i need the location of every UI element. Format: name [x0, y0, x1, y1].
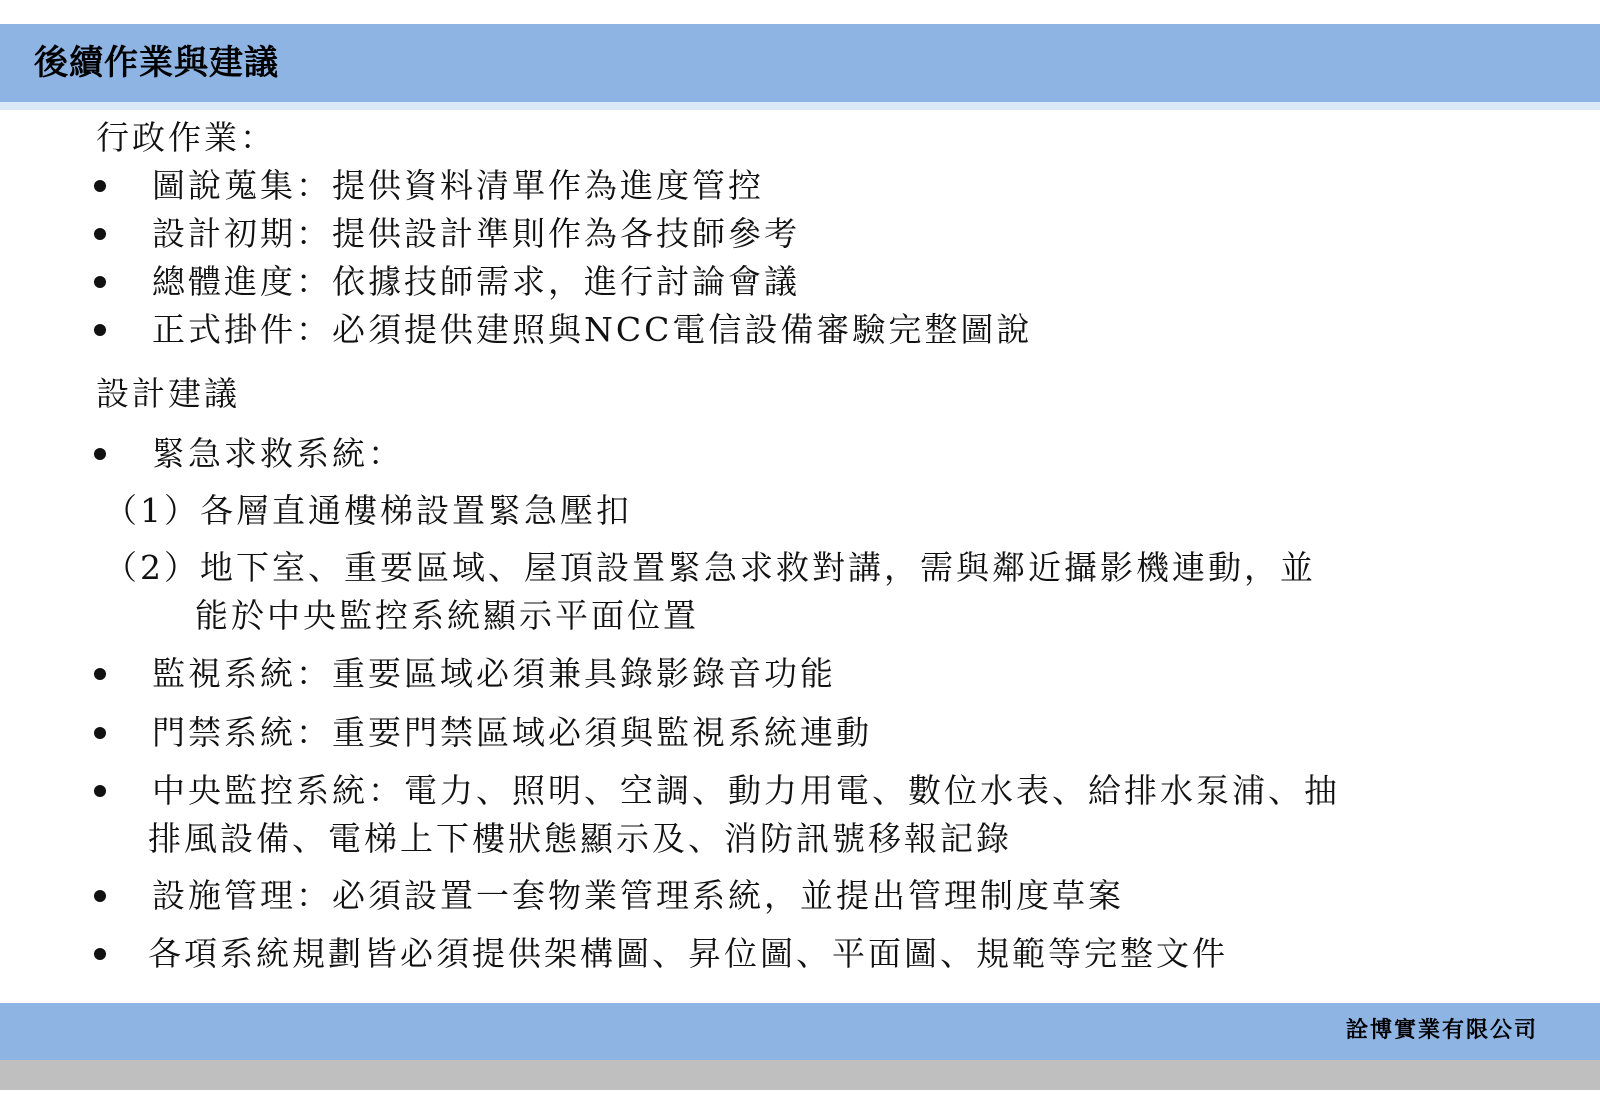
- bullet-icon: [94, 668, 106, 680]
- emergency-sub-item-1: （1）各層直通樓梯設置緊急壓扣: [104, 491, 632, 530]
- design-item-central-monitoring-continued: 排風設備、電梯上下樓狀態顯示及、消防訊號移報記錄: [148, 819, 1012, 858]
- admin-heading: 行政作業：: [96, 118, 276, 157]
- bullet-icon: [94, 890, 106, 902]
- admin-item-drawings: 圖說蒐集：提供資料清單作為進度管控: [152, 166, 764, 205]
- design-item-emergency: 緊急求救系統：: [152, 434, 404, 473]
- design-item-access-control: 門禁系統：重要門禁區域必須與監視系統連動: [152, 713, 872, 752]
- design-item-documentation: 各項系統規劃皆必須提供架構圖、昇位圖、平面圖、規範等完整文件: [148, 934, 1228, 973]
- design-item-facility-management: 設施管理：必須設置一套物業管理系統，並提出管理制度草案: [152, 876, 1124, 915]
- design-item-surveillance: 監視系統：重要區域必須兼具錄影錄音功能: [152, 654, 836, 693]
- emergency-sub-item-2: （2）地下室、重要區域、屋頂設置緊急求救對講，需與鄰近攝影機連動，並: [104, 548, 1316, 587]
- bullet-icon: [94, 180, 106, 192]
- admin-item-initial-design: 設計初期：提供設計準則作為各技師參考: [152, 214, 800, 253]
- company-name: 詮博實業有限公司: [1345, 1018, 1538, 1043]
- emergency-sub-item-2-continued: 能於中央監控系統顯示平面位置: [195, 596, 699, 635]
- bullet-icon: [94, 448, 106, 460]
- design-item-central-monitoring: 中央監控系統：電力、照明、空調、動力用電、數位水表、給排水泵浦、抽: [152, 771, 1340, 810]
- bullet-icon: [94, 785, 106, 797]
- bullet-icon: [94, 324, 106, 336]
- bullet-icon: [94, 727, 106, 739]
- footer-bottom-strip: [0, 1060, 1600, 1090]
- slide-title: 後續作業與建議: [34, 43, 279, 83]
- bullet-icon: [94, 948, 106, 960]
- design-heading: 設計建議: [96, 374, 240, 413]
- bullet-icon: [94, 276, 106, 288]
- bullet-icon: [94, 228, 106, 240]
- admin-item-progress: 總體進度：依據技師需求，進行討論會議: [152, 262, 800, 301]
- admin-item-submission: 正式掛件：必須提供建照與NCC電信設備審驗完整圖說: [152, 310, 1033, 349]
